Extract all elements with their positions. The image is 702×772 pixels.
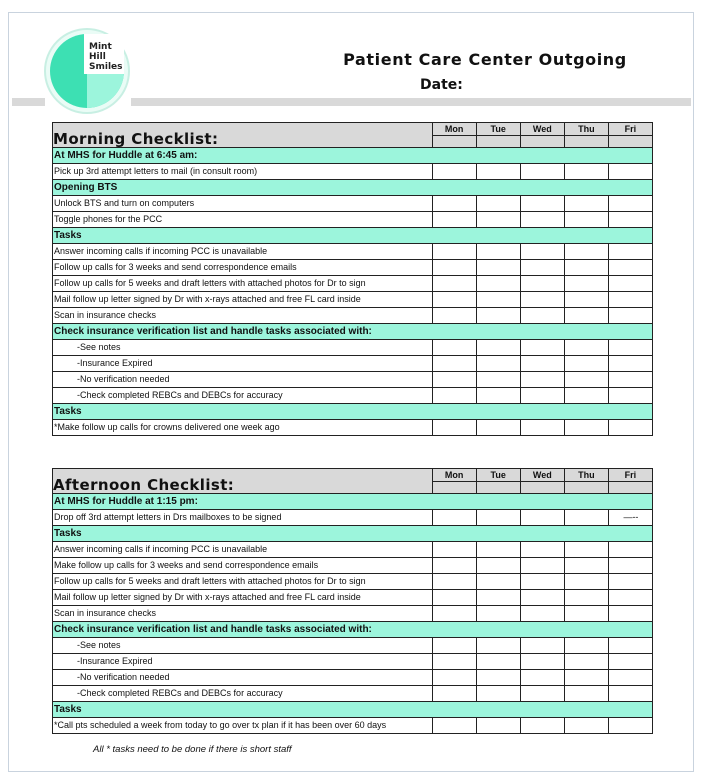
- checklist-header-row: [53, 123, 653, 136]
- checkbox-cell-wed[interactable]: [520, 510, 564, 526]
- checkbox-cell-tue[interactable]: [476, 308, 520, 324]
- task-label: Pick up 3rd attempt letters to mail (in consult room): [53, 164, 433, 180]
- checkbox-cell-tue[interactable]: [476, 244, 520, 260]
- task-row: [53, 510, 653, 526]
- checkbox-cell-mon[interactable]: [432, 558, 476, 574]
- checkbox-cell-tue[interactable]: [476, 388, 520, 404]
- checkbox-cell-fri[interactable]: [608, 164, 652, 180]
- task-row: [53, 638, 653, 654]
- afternoon-checklist-table: [52, 468, 653, 734]
- task-label: Scan in insurance checks: [53, 308, 433, 324]
- checkbox-cell-tue[interactable]: [476, 670, 520, 686]
- task-label: Follow up calls for 3 weeks and send correspondence emails: [53, 260, 433, 276]
- checkbox-cell-wed[interactable]: [520, 308, 564, 324]
- checkbox-cell-mon[interactable]: [432, 638, 476, 654]
- checkbox-cell-tue[interactable]: [476, 196, 520, 212]
- checkbox-cell-fri[interactable]: [608, 574, 652, 590]
- checkbox-cell-thu[interactable]: [564, 558, 608, 574]
- checkbox-cell-wed[interactable]: [520, 212, 564, 228]
- day-header-thu: Thu: [564, 469, 608, 482]
- checkbox-cell-thu[interactable]: [564, 244, 608, 260]
- checkbox-cell-wed[interactable]: [520, 606, 564, 622]
- checkbox-cell-wed[interactable]: [520, 276, 564, 292]
- checkbox-cell-fri[interactable]: —--: [608, 510, 652, 526]
- task-label: *Make follow up calls for crowns delivered one week ago: [53, 420, 433, 436]
- checkbox-cell-mon[interactable]: [432, 590, 476, 606]
- checkbox-cell-mon[interactable]: [432, 718, 476, 734]
- task-label: Make follow up calls for 3 weeks and send correspondence emails: [53, 558, 433, 574]
- checkbox-cell-mon[interactable]: [432, 260, 476, 276]
- checkbox-cell-wed[interactable]: [520, 388, 564, 404]
- task-label: -No verification needed: [53, 670, 433, 686]
- checkbox-cell-fri[interactable]: [608, 276, 652, 292]
- checkbox-cell-thu[interactable]: [564, 388, 608, 404]
- checkbox-cell-fri[interactable]: [608, 542, 652, 558]
- section-heading: Tasks: [53, 228, 653, 244]
- day-header-blank: [476, 136, 520, 148]
- checkbox-cell-fri[interactable]: [608, 590, 652, 606]
- checkbox-cell-fri[interactable]: [608, 654, 652, 670]
- checkbox-cell-mon[interactable]: [432, 308, 476, 324]
- checkbox-cell-thu[interactable]: [564, 670, 608, 686]
- task-row: [53, 654, 653, 670]
- day-header-tue: Tue: [476, 469, 520, 482]
- section-heading: Check insurance verification list and handle tasks associated with:: [53, 324, 653, 340]
- logo-text-line1: Mint: [89, 42, 112, 52]
- checkbox-cell-tue[interactable]: [476, 292, 520, 308]
- checkbox-cell-mon[interactable]: [432, 542, 476, 558]
- checkbox-cell-mon[interactable]: [432, 670, 476, 686]
- task-label: -See notes: [53, 638, 433, 654]
- checkbox-cell-thu[interactable]: [564, 420, 608, 436]
- checkbox-cell-mon[interactable]: [432, 276, 476, 292]
- task-row: [53, 606, 653, 622]
- task-row: [53, 212, 653, 228]
- section-heading: Tasks: [53, 404, 653, 420]
- checkbox-cell-fri[interactable]: [608, 638, 652, 654]
- checkbox-cell-fri[interactable]: [608, 718, 652, 734]
- checkbox-cell-wed[interactable]: [520, 340, 564, 356]
- checklist-header-row: [53, 469, 653, 482]
- checkbox-cell-tue[interactable]: [476, 212, 520, 228]
- section-heading: Tasks: [53, 702, 653, 718]
- day-header-mon: Mon: [432, 123, 476, 136]
- checkbox-cell-mon[interactable]: [432, 292, 476, 308]
- section-row: [53, 228, 653, 244]
- checkbox-cell-thu[interactable]: [564, 196, 608, 212]
- checkbox-cell-tue[interactable]: [476, 606, 520, 622]
- checkbox-cell-tue[interactable]: [476, 356, 520, 372]
- checkbox-cell-tue[interactable]: [476, 558, 520, 574]
- checkbox-cell-wed[interactable]: [520, 292, 564, 308]
- task-row: [53, 196, 653, 212]
- section-row: [53, 324, 653, 340]
- logo-text-line2: Hill: [89, 52, 106, 62]
- day-header-blank: [520, 136, 564, 148]
- checkbox-cell-wed[interactable]: [520, 686, 564, 702]
- day-header-mon: Mon: [432, 469, 476, 482]
- section-heading: Opening BTS: [53, 180, 653, 196]
- checkbox-cell-wed[interactable]: [520, 196, 564, 212]
- checkbox-cell-fri[interactable]: [608, 196, 652, 212]
- checkbox-cell-fri[interactable]: [608, 340, 652, 356]
- task-label: Toggle phones for the PCC: [53, 212, 433, 228]
- checkbox-cell-fri[interactable]: [608, 670, 652, 686]
- day-header-blank: [608, 136, 652, 148]
- day-header-blank: [608, 482, 652, 494]
- checkbox-cell-tue[interactable]: [476, 718, 520, 734]
- task-row: [53, 244, 653, 260]
- section-row: [53, 702, 653, 718]
- date-label: Date:: [420, 77, 463, 93]
- checkbox-cell-fri[interactable]: [608, 558, 652, 574]
- checkbox-cell-mon[interactable]: [432, 654, 476, 670]
- checkbox-cell-thu[interactable]: [564, 606, 608, 622]
- task-row: [53, 670, 653, 686]
- section-row: [53, 622, 653, 638]
- task-label: Mail follow up letter signed by Dr with x-rays attached and free FL card inside: [53, 590, 433, 606]
- checkbox-cell-thu[interactable]: [564, 574, 608, 590]
- checkbox-cell-mon[interactable]: [432, 356, 476, 372]
- checkbox-cell-fri[interactable]: [608, 686, 652, 702]
- section-row: [53, 494, 653, 510]
- mint-hill-smiles-logo: [44, 28, 130, 114]
- task-label: Drop off 3rd attempt letters in Drs mailboxes to be signed: [53, 510, 433, 526]
- checkbox-cell-thu[interactable]: [564, 686, 608, 702]
- day-header-blank: [432, 136, 476, 148]
- checkbox-cell-wed[interactable]: [520, 590, 564, 606]
- checkbox-cell-tue[interactable]: [476, 542, 520, 558]
- checkbox-cell-wed[interactable]: [520, 638, 564, 654]
- checkbox-cell-mon[interactable]: [432, 606, 476, 622]
- checkbox-cell-thu[interactable]: [564, 292, 608, 308]
- checkbox-cell-mon[interactable]: [432, 340, 476, 356]
- checkbox-cell-fri[interactable]: [608, 420, 652, 436]
- checklist-title: Morning Checklist:: [53, 123, 433, 148]
- checkbox-cell-mon[interactable]: [432, 574, 476, 590]
- task-label: -Insurance Expired: [53, 654, 433, 670]
- checkbox-cell-thu[interactable]: [564, 718, 608, 734]
- morning-checklist-table: [52, 122, 653, 436]
- logo-text-line3: Smiles: [89, 62, 123, 72]
- task-row: [53, 308, 653, 324]
- checkbox-cell-wed[interactable]: [520, 654, 564, 670]
- header-rule-left: [12, 98, 45, 106]
- checkbox-cell-mon[interactable]: [432, 212, 476, 228]
- checkbox-cell-fri[interactable]: [608, 212, 652, 228]
- day-header-blank: [564, 482, 608, 494]
- checkbox-cell-fri[interactable]: [608, 372, 652, 388]
- checkbox-cell-mon[interactable]: [432, 244, 476, 260]
- checkbox-cell-wed[interactable]: [520, 356, 564, 372]
- task-label: Answer incoming calls if incoming PCC is unavailable: [53, 244, 433, 260]
- section-heading: At MHS for Huddle at 6:45 am:: [53, 148, 653, 164]
- checkbox-cell-thu[interactable]: [564, 212, 608, 228]
- task-row: [53, 574, 653, 590]
- task-row: [53, 164, 653, 180]
- day-header-fri: Fri: [608, 469, 652, 482]
- checkbox-cell-wed[interactable]: [520, 420, 564, 436]
- checkbox-cell-wed[interactable]: [520, 558, 564, 574]
- checkbox-cell-tue[interactable]: [476, 420, 520, 436]
- task-row: [53, 260, 653, 276]
- section-row: [53, 148, 653, 164]
- checkbox-cell-thu[interactable]: [564, 638, 608, 654]
- checkbox-cell-tue[interactable]: [476, 340, 520, 356]
- checkbox-cell-mon[interactable]: [432, 164, 476, 180]
- checkbox-cell-mon[interactable]: [432, 372, 476, 388]
- checkbox-cell-thu[interactable]: [564, 356, 608, 372]
- task-row: [53, 356, 653, 372]
- checkbox-cell-thu[interactable]: [564, 590, 608, 606]
- checkbox-cell-mon[interactable]: [432, 196, 476, 212]
- checkbox-cell-fri[interactable]: [608, 308, 652, 324]
- checkbox-cell-wed[interactable]: [520, 164, 564, 180]
- task-row: [53, 372, 653, 388]
- task-row: [53, 340, 653, 356]
- checkbox-cell-wed[interactable]: [520, 372, 564, 388]
- checkbox-cell-thu[interactable]: [564, 340, 608, 356]
- day-header-thu: Thu: [564, 123, 608, 136]
- checkbox-cell-wed[interactable]: [520, 244, 564, 260]
- day-header-blank: [432, 482, 476, 494]
- checkbox-cell-wed[interactable]: [520, 574, 564, 590]
- task-row: [53, 292, 653, 308]
- checkbox-cell-fri[interactable]: [608, 244, 652, 260]
- section-heading: Tasks: [53, 526, 653, 542]
- checkbox-cell-fri[interactable]: [608, 292, 652, 308]
- footer-note: All * tasks need to be done if there is short staff: [93, 744, 292, 755]
- checkbox-cell-thu[interactable]: [564, 510, 608, 526]
- task-label: Follow up calls for 5 weeks and draft letters with attached photos for Dr to sign: [53, 276, 433, 292]
- task-label: -See notes: [53, 340, 433, 356]
- task-label: -Check completed REBCs and DEBCs for accuracy: [53, 686, 433, 702]
- checkbox-cell-mon[interactable]: [432, 686, 476, 702]
- day-header-fri: Fri: [608, 123, 652, 136]
- checkbox-cell-mon[interactable]: [432, 510, 476, 526]
- task-row: [53, 388, 653, 404]
- checkbox-cell-tue[interactable]: [476, 260, 520, 276]
- checkbox-cell-thu[interactable]: [564, 654, 608, 670]
- checkbox-cell-tue[interactable]: [476, 638, 520, 654]
- checkbox-cell-fri[interactable]: [608, 260, 652, 276]
- checkbox-cell-mon[interactable]: [432, 420, 476, 436]
- task-label: Scan in insurance checks: [53, 606, 433, 622]
- checkbox-cell-wed[interactable]: [520, 542, 564, 558]
- section-row: [53, 180, 653, 196]
- checkbox-cell-wed[interactable]: [520, 670, 564, 686]
- task-row: [53, 420, 653, 436]
- section-row: [53, 404, 653, 420]
- checkbox-cell-fri[interactable]: [608, 606, 652, 622]
- day-header-tue: Tue: [476, 123, 520, 136]
- checkbox-cell-tue[interactable]: [476, 654, 520, 670]
- checkbox-cell-tue[interactable]: [476, 164, 520, 180]
- task-label: -Check completed REBCs and DEBCs for accuracy: [53, 388, 433, 404]
- section-heading: Check insurance verification list and handle tasks associated with:: [53, 622, 653, 638]
- checkbox-cell-thu[interactable]: [564, 542, 608, 558]
- day-header-blank: [476, 482, 520, 494]
- checkbox-cell-thu[interactable]: [564, 276, 608, 292]
- checkbox-cell-thu[interactable]: [564, 308, 608, 324]
- checkbox-cell-tue[interactable]: [476, 574, 520, 590]
- checkbox-cell-mon[interactable]: [432, 388, 476, 404]
- checkbox-cell-fri[interactable]: [608, 356, 652, 372]
- checklist-title: Afternoon Checklist:: [53, 469, 433, 494]
- document-title: Patient Care Center Outgoing: [343, 50, 627, 69]
- task-label: -No verification needed: [53, 372, 433, 388]
- checkbox-cell-thu[interactable]: [564, 260, 608, 276]
- checkbox-cell-fri[interactable]: [608, 388, 652, 404]
- checkbox-cell-tue[interactable]: [476, 686, 520, 702]
- task-row: [53, 590, 653, 606]
- section-heading: At MHS for Huddle at 1:15 pm:: [53, 494, 653, 510]
- day-header-wed: Wed: [520, 469, 564, 482]
- section-row: [53, 526, 653, 542]
- checkbox-cell-thu[interactable]: [564, 372, 608, 388]
- task-row: [53, 542, 653, 558]
- task-row: [53, 276, 653, 292]
- checkbox-cell-wed[interactable]: [520, 718, 564, 734]
- checkbox-cell-tue[interactable]: [476, 590, 520, 606]
- task-label: Answer incoming calls if incoming PCC is unavailable: [53, 542, 433, 558]
- checkbox-cell-tue[interactable]: [476, 372, 520, 388]
- day-header-blank: [520, 482, 564, 494]
- task-label: Mail follow up letter signed by Dr with x-rays attached and free FL card inside: [53, 292, 433, 308]
- task-row: [53, 718, 653, 734]
- task-label: Follow up calls for 5 weeks and draft letters with attached photos for Dr to sign: [53, 574, 433, 590]
- checkbox-cell-tue[interactable]: [476, 276, 520, 292]
- task-label: -Insurance Expired: [53, 356, 433, 372]
- checkbox-cell-thu[interactable]: [564, 164, 608, 180]
- task-row: [53, 686, 653, 702]
- day-header-blank: [564, 136, 608, 148]
- checkbox-cell-wed[interactable]: [520, 260, 564, 276]
- day-header-wed: Wed: [520, 123, 564, 136]
- header-rule-right: [131, 98, 691, 106]
- checkbox-cell-tue[interactable]: [476, 510, 520, 526]
- task-label: *Call pts scheduled a week from today to go over tx plan if it has been over 60 days: [53, 718, 433, 734]
- task-row: [53, 558, 653, 574]
- task-label: Unlock BTS and turn on computers: [53, 196, 433, 212]
